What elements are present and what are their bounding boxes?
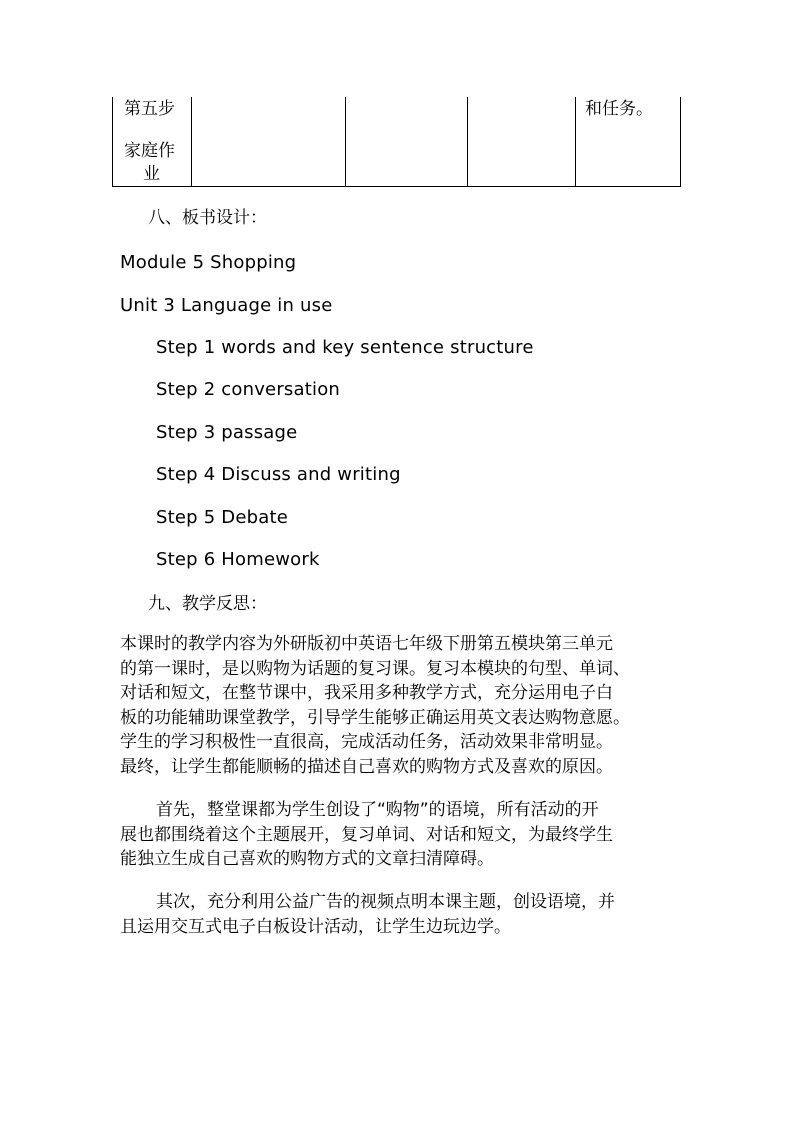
- table-cell-title: 业: [143, 164, 160, 184]
- table-border: [112, 186, 681, 187]
- table-cell-title: 家庭作: [124, 141, 175, 161]
- reflection-paragraph: [120, 632, 700, 779]
- paragraph-line: 本课时的教学内容为外研版初中英语七年级下册第五模块第三单元: [120, 634, 613, 654]
- reflection-paragraph: [120, 798, 700, 872]
- paragraph-line: 板的功能辅助课堂教学，引导学生能够正确运用英文表达购物意愿。: [120, 707, 630, 728]
- paragraph-line: 能独立生成自己喜欢的购物方式的文章扫清障碍。: [120, 849, 494, 869]
- table-border: [575, 97, 576, 187]
- table-border: [680, 97, 681, 187]
- board-step: Step 6 Homework: [156, 549, 320, 570]
- table-cell-text: 和任务。: [585, 99, 653, 119]
- board-step: Step 5 Debate: [156, 507, 289, 528]
- paragraph-line: 首先，整堂课都为学生创设了“购物”的语境，所有活动的开: [156, 800, 599, 820]
- paragraph-line: 对话和短文，在整节课中，我采用多种教学方式，充分运用电子白: [120, 683, 613, 703]
- reflection-paragraph: [120, 890, 700, 939]
- board-step: Step 4 Discuss and writing: [156, 464, 401, 485]
- board-unit-title: Unit 3 Language in use: [120, 295, 333, 316]
- board-step: Step 3 passage: [156, 422, 298, 443]
- table-border: [467, 97, 468, 187]
- board-step: Step 2 conversation: [156, 379, 341, 400]
- paragraph-line: 最终，让学生都能顺畅的描述自己喜欢的购物方式及喜欢的原因。: [120, 756, 613, 777]
- section-heading: 八、板书设计：: [148, 208, 267, 228]
- paragraph-line: 的第一课时，是以购物为话题的复习课。复习本模块的句型、单词、: [120, 658, 630, 679]
- paragraph-line: 学生的学习积极性一直很高，完成活动任务，活动效果非常明显。: [120, 732, 613, 752]
- table-cell-step: 第五步: [124, 99, 175, 119]
- table-border: [191, 97, 192, 187]
- section-heading: 九、教学反思：: [148, 594, 267, 614]
- paragraph-line: 其次，充分利用公益广告的视频点明本课主题，创设语境，并: [156, 892, 615, 912]
- table-border: [345, 97, 346, 187]
- paragraph-line: 展也都围绕着这个主题展开，复习单词、对话和短文，为最终学生: [120, 824, 613, 845]
- board-step: Step 1 words and key sentence structure: [156, 337, 534, 358]
- board-module-title: Module 5 Shopping: [120, 252, 297, 273]
- lesson-plan-table: [112, 97, 681, 187]
- paragraph-line: 且运用交互式电子白板设计活动，让学生边玩边学。: [120, 916, 511, 937]
- table-border: [112, 97, 113, 187]
